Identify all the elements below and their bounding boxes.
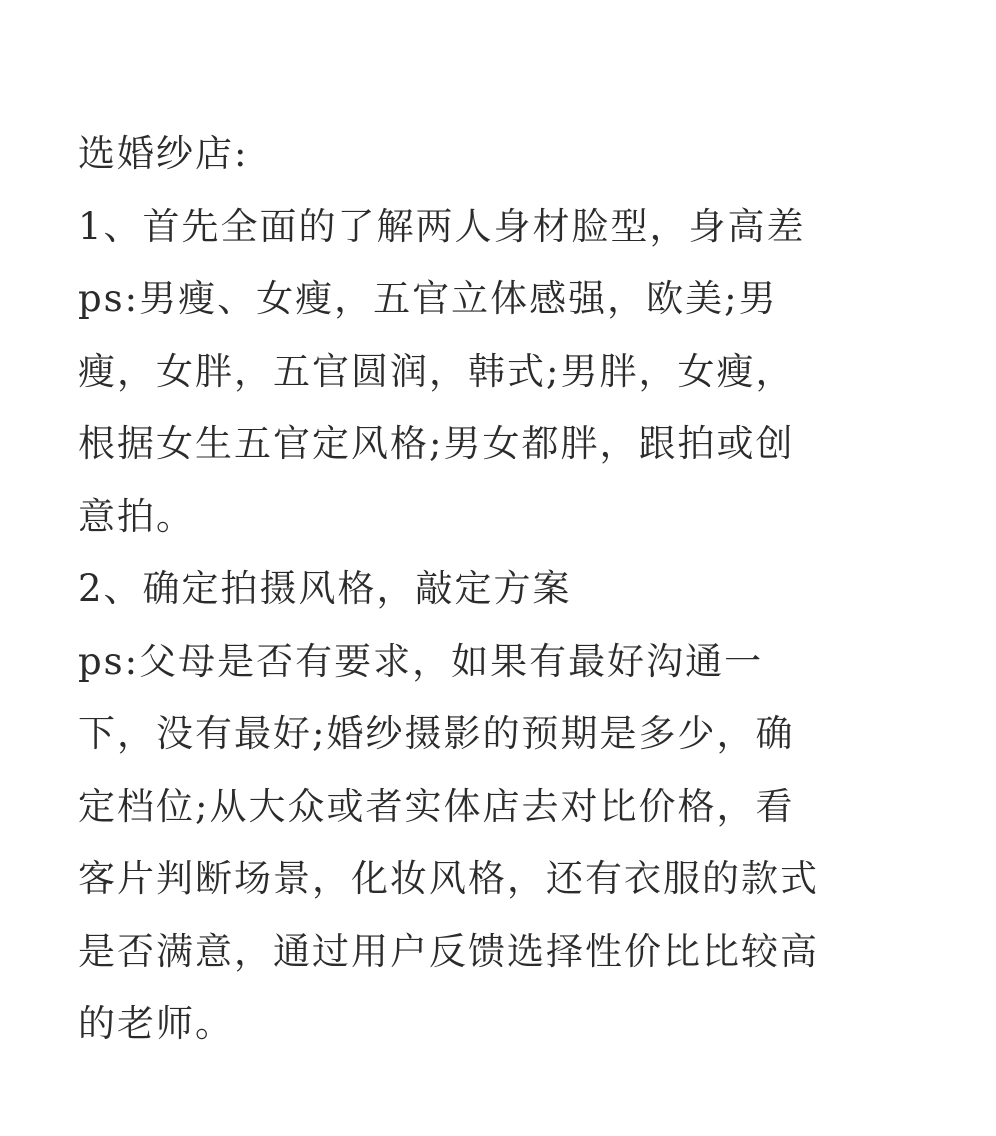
step-2-line: 2、确定拍摄风格，敲定方案 <box>78 567 572 610</box>
text-line: 定档位;从大众或者实体店去对比价格，看 <box>78 784 795 828</box>
text-line: ps:父母是否有要求，如果有最好沟通一 <box>78 639 764 683</box>
text-line: 意拍。 <box>78 494 195 538</box>
text-line: 下，没有最好;婚纱摄影的预期是多少，确 <box>78 712 795 755</box>
text-line: 根据女生五官定风格;男女都胖，跟拍或创 <box>78 422 795 465</box>
text-line: ps:男瘦、女瘦，五官立体感强，欧美;男 <box>78 277 778 320</box>
text-line: 的老师。 <box>78 1002 234 1045</box>
handwritten-note <box>78 118 938 1061</box>
step-1-line: 1、首先全面的了解两人身材脸型，身高差 <box>78 204 806 248</box>
text-line: 是否满意，通过用户反馈选择性价比比较高 <box>78 929 819 973</box>
text-line: 瘦，女胖，五官圆润，韩式;男胖，女瘦， <box>78 349 795 393</box>
text-line: 客片判断场景，化妆风格，还有衣服的款式 <box>78 857 819 900</box>
heading-line: 选婚纱店: <box>78 132 249 175</box>
